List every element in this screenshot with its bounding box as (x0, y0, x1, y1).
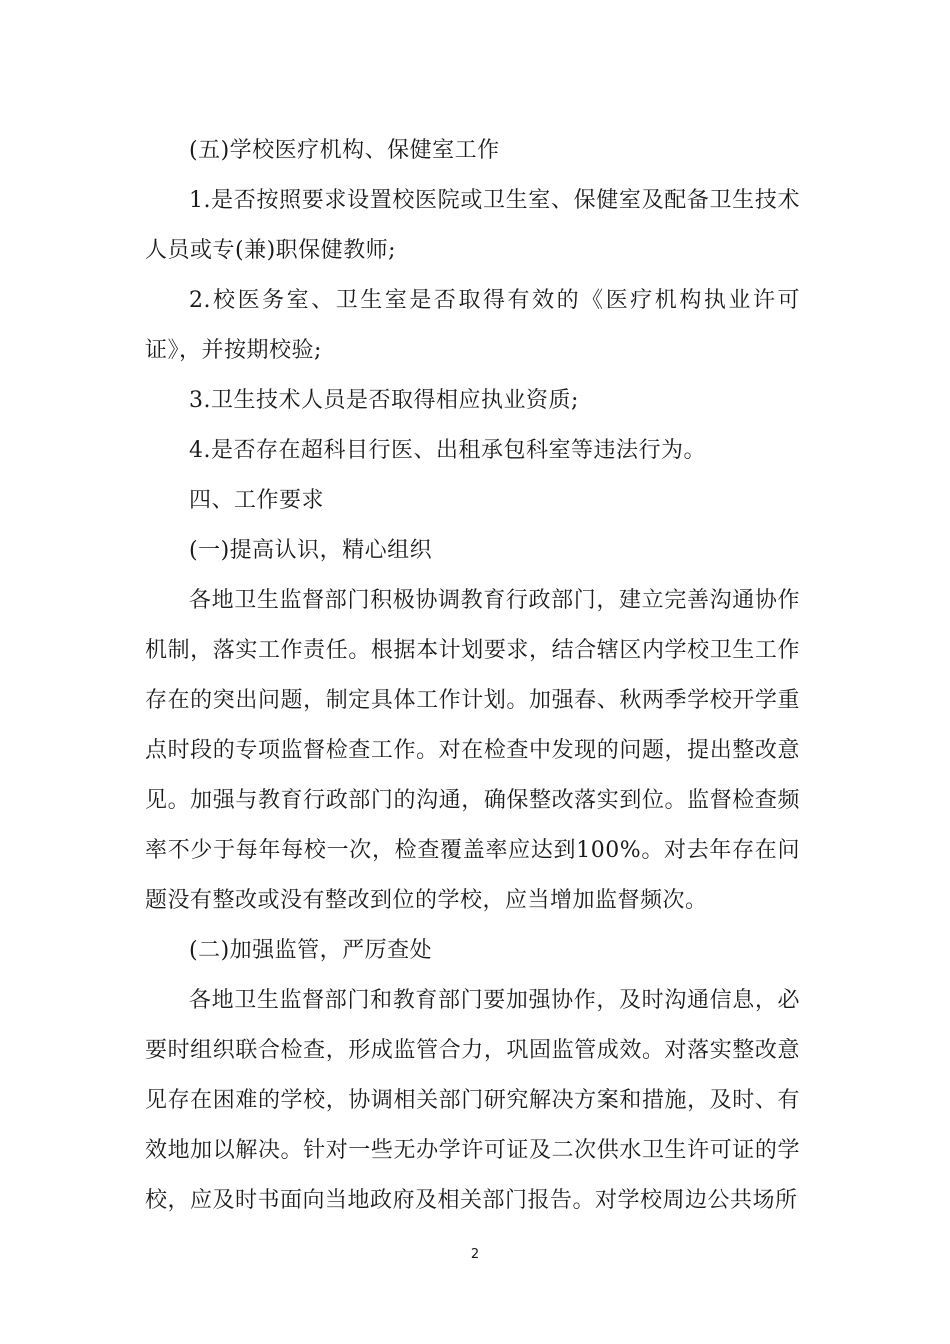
page-number: 2 (470, 1247, 480, 1262)
subsection-heading-1: (一)提高认识，精心组织 (189, 538, 433, 563)
body-paragraph-1: 各地卫生监督部门积极协调教育行政部门，建立完善沟通协作机制，落实工作责任。根据本计划要求，结合辖区内学校卫生工作存在的突出问题，制定具体工作计划。加强春、秋两季学校开学重点时段的专项监督检查工作。对在检查中发现的问题，提出整改意见。加强与教育行政部门的沟通，确保整改落实到位。监督检查频率不少于每年每校一次，检查覆盖率应达到100%。对去年存在问题没有整改或没有整改到位的学校，应当增加监督频次。 (145, 588, 800, 913)
subsection-heading-2: (二)加强监管，严厉查处 (189, 938, 433, 963)
list-item-4: 4.是否存在超科目行医、出租承包科室等违法行为。 (189, 438, 706, 463)
list-item-2: 2.校医务室、卫生室是否取得有效的《医疗机构执业许可证》，并按期校验; (145, 288, 800, 363)
section-heading-work-requirements: 四、工作要求 (189, 488, 325, 513)
document-body (145, 126, 800, 1226)
section-heading-school-medical: (五)学校医疗机构、保健室工作 (189, 138, 500, 163)
list-item-3: 3.卫生技术人员是否取得相应执业资质; (189, 388, 579, 413)
body-paragraph-2: 各地卫生监督部门和教育部门要加强协作，及时沟通信息，必要时组织联合检查，形成监管合力，巩固监管成效。对落实整改意见存在困难的学校，协调相关部门研究解决方案和措施，及时、有效地加以解决。针对一些无办学许可证及二次供水卫生许可证的学校，应及时书面向当地政府及相关部门报告。对学校周边公共场所 (145, 988, 800, 1213)
list-item-1: 1.是否按照要求设置校医院或卫生室、保健室及配备卫生技术人员或专(兼)职保健教师; (145, 188, 800, 263)
